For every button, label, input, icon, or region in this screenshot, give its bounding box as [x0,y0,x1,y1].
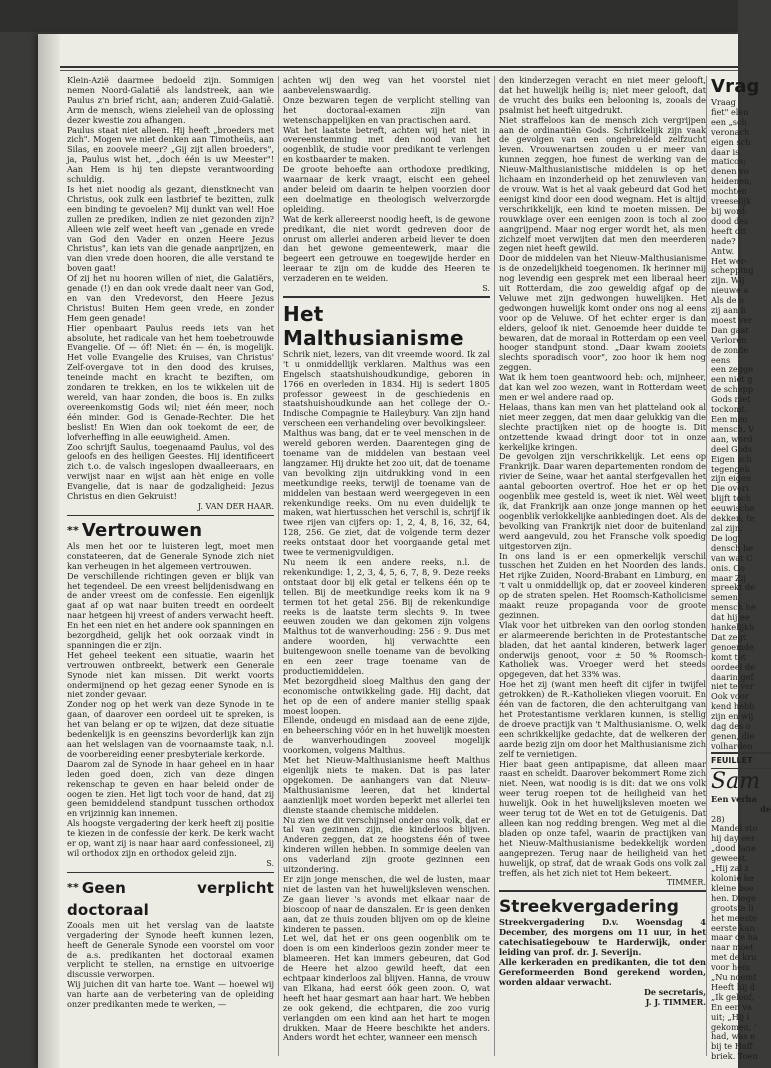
cropped-line: kolonie he [711,872,754,883]
feuilleton-number: 28) [711,813,725,824]
cropped-line: Een men [711,414,748,424]
cropped-line: heidenen, [711,176,752,187]
article-paragraph: den kinderzegen veracht en niet meer gelooft, dat het huwelijk heilig is; niet meer gelooft, dat de vrucht des buiks een belooning is, zooals de psalmist het heeft uitgedrukt. [499,75,706,115]
article-title-malthusianisme: Het Malthusianisme [283,301,464,350]
column-3 [499,76,706,1056]
cropped-line: Dat zegt [711,631,747,642]
cropped-line: kend hebb [711,701,755,712]
cropped-line: zijn en wij [711,711,754,722]
article-paragraph: Als men het oor te luisteren legt, moet men constateeren, dat de Generale Synode zich niet kan verheugen in het algemeen vertrouwen. [67,540,274,571]
section-rule [67,515,274,516]
cropped-line: De log [711,532,738,543]
cropped-line: hen. Diege [711,892,756,903]
cropped-line: onis. Oo [711,562,745,573]
article-paragraph: Door de middelen van het Nieuw-Malthusianisme is de onzedelijkheid toegenomen. Ik herinner mij nog levendig een gesprek met een liberaal heer uit Rotterdam, die zoo geweldig afgaf op de Veluwe met zijn gedwongen huwelijken. Het gedwongen huwelijk komt onder ons nog al eens voor op de Veluwe. Of het echter erger is dan elders, geloof ik niet. Genoemde heer duidde te bewaren, dat de moraal in Rotterdam op een veel hooger standpunt stond. „Daar kwam zooiets slechts sporadisch voor", zoo hoor ik hem nog zeggen. [499,253,706,373]
article-paragraph: Als hoogste vergadering der kerk heeft zij positie te kiezen in de confessie der kerk. De kerk wacht er op, want zij is naar haar aard confessioneel, zij wil orthodox zijn en orthodox geleid zijn. [67,818,274,858]
cropped-line: bij te Haff [711,1041,753,1052]
cropped-line: En een va [711,1001,752,1012]
article-paragraph: Wij juichen dit van harte toe. Want — hoewel wij van harte aan de verbetering van de opleiding onzer predikanten mede te werken, — [67,979,274,1010]
asterisks-icon: ** [67,523,79,537]
article-paragraph: Paulus staat niet alleen. Hij heeft „broeders met zich". Mogen we niet denken aan Timotheüs, aan Silas, en zoovele meer? „Gij zijt allen broeders", ja, Paulus wist het, „doch één is uw Meester"! Aan Hem is hij ten diepste verantwoording schuldig. [67,124,274,185]
article-paragraph: Ellende, ondeugd en misdaad aan de eene zijde, en beheersching vóór en in het huwelijk moesten de wanverhoudingen zooveel mogelijk voorkomen, volgens Malthus. [283,715,490,756]
section-rule [67,872,274,873]
cropped-line: daarin gef [711,671,754,682]
cropped-line: zijn eigen [711,473,752,484]
section-rule [499,890,706,892]
article-paragraph: In ons land is er een opmerkelijk verschil tusschen het Zuiden en het Noorden des lands. Het rijke Zuiden, Noord-Brabant en Limburg, en 't valt u onmiddellijk op, dat er zooveel kinderen op de straten spelen. Het Roomsch-Katholicisme maakt reuze propaganda voor de groote gezinnen. [499,550,706,620]
cropped-line: denen vo [711,166,749,177]
article-paragraph: Hoe het zij (want men heeft dit cijfer in twijfel getrokken) de R.-Katholieken vliegen vooruit. En één van de factoren, die den achteruitgang van het Protestantisme verklaren kunnen, is stellig de droeve practijk van 't Malthusianisme. O, welk een schrikkelijke gedachte, dat de welkeren der aarde bezig zijn om door het Malthusianisme zich zelf te vernietigen. [499,679,707,759]
cropped-line: Dan gaat [711,324,749,335]
article-paragraph: Wat ik hem toen geantwoord heb: och, mijnheer, dat kan wel zoo wezen, want in Rotterdam weet men er wel andere raad op. [499,372,706,402]
asterisks-icon: ** [67,880,79,894]
cropped-line: semen [711,592,738,603]
article-paragraph: Onze bezwaren tegen de verplicht stelling van het doctoraal-examen zijn van wetenschappelijken en van practischen aard. [283,94,490,125]
cropped-text-lines [711,824,771,1062]
article-paragraph: Zooals men uit het verslag van de laatste vergadering der Synode heeft kunnen lezen, heeft de Generale Synode een voorstel om voor de a.s. predikanten het doctoraal examen verplicht te stellen, na ernstige en uitvoerige discussie verworpen. [67,919,274,980]
cropped-line: een zegge [711,364,754,375]
cropped-line: fiet" elen [711,106,749,117]
cropped-line: zal zijn. [711,522,743,533]
page-fold-shadow [38,34,60,1068]
cropped-line: met de kru [711,952,757,963]
cropped-line: dag des o [711,721,751,732]
cropped-line: „Ik geloof, [711,991,754,1002]
cropped-text-lines [711,98,771,752]
article-paragraph: Er zijn jonge menschen, die wel de lusten, maar niet de lasten van het huwelijksleven wenschen. Ze gaan liever 's avonds met elkaar naar de bioscoop of naar de danszalen. Er is geen denken aan, dat ze thuis zouden blijven om op de kleine kinderen te passen. [283,873,490,934]
cropped-line: veronach [711,126,750,137]
cropped-line: eens [711,354,731,365]
cropped-line: tegengeh [711,463,750,474]
cropped-line: Eigen sch [711,453,752,464]
article-paragraph: Zonder nog op het werk van deze Synode in te gaan, of daarover een oordeel uit te spreken, is het van belang er op te wijzen, dat deze situatie bedenkelijk is en geenszins bevorderlijk kan zijn aan het welslagen van de voornaamste taak, n.l. de voorbereiding eener presbyteriale kerkorde. [67,699,274,759]
cropped-line: gekomen, ' [711,1021,757,1032]
cropped-line: genen, die [711,731,755,741]
cropped-line: grootste li [711,902,754,913]
article-paragraph: De gevolgen zijn verschrikkelijk. Let eens op Frankrijk. Daar waren departementen rondom de rivier de Seine, waar het aantal sterfgevallen het aantal geboorten overtrof. Hoe het er op het oogenblik mee gesteld is, weet ik niet. Wèl weet ik, dat Frankrijk aan onze jonge mannen op het oogenblik verlokkelijke aanbiedingen doet. Als de bevolking van Frankrijk niet door de buitenland werd aangevuld, zou het Fransche volk spoedig uitgestorven zijn. [499,451,706,551]
scan-background [0,0,738,32]
author-signature: J. VAN DER HAAR. [197,501,274,511]
cropped-line: „Nu noemt [711,972,757,983]
cropped-line: mensch. V [711,423,755,434]
cropped-line: Gods niet [711,394,751,405]
feuilleton-header: FEUILLET [711,752,771,769]
cropped-line: schepping [711,265,754,276]
column-divider [494,76,495,1056]
cropped-line: aan, word [711,433,753,444]
article-paragraph: Hier openbaart Paulus reeds iets van het absolute, het radicale van het hem toebetrouwde Evangelie. Of — óf! Niet: én — én, is mogelijk. Het volle Evangelie des Kruises, van Christus' Zelf-overgave tot in den dood des kruises, teneinde macht en kracht te beziften, om zondaren te trekken, en los te wikkelen uit de wereld, van haar zonden, die boos is. En zulks overeenkomstig Gods wil; niet één meer, noch één minder. God is Genade-Rechter. Die het beslist! En Wien dan ook toekomt de eer, de lofverheffing in alle eeuwigheid. Amen. [67,322,274,442]
article-paragraph: achten wij den weg van het voorstel niet aanbevelenswaardig. [283,75,490,95]
cropped-line: hankelijkh [711,622,755,633]
article-paragraph: Hier baat geen antipapisme, dat alleen maar raast en scheldt. Daarover bekommert Rome zich niet. Neen, wat noodig is is dit: dat we ons volk weer terug roepen tot de heiligheid van het huwelijk. Ook in het huwelijksleven moeten we weer terug tot de Wet en tot de Getuigenis. Dat alleen kan nog redding brengen. Weg met al die bladen op onze tafel, waarin de practijken van het Nieuw-Malthusianisme bedekkelijk worden aangeprezen. Terug naar de heiligheid van het huwelijk, op straf, dat de wraak Gods ons volk zal treffen, als het zich niet tot Hem bekeert. [499,758,706,878]
cropped-line: „Hij zal z [711,863,749,874]
author-signature: S. [266,858,274,868]
article-paragraph: Let wel, dat het er ons geen oogenblik om te doen is om een kinderloos gezin zonder meer te blameeren. Het kan immers gebeuren, dat God de Heere het alzoo gewild heeft, dat een echtpaar kinderloos zal blijven. Hanna, de vrouw van Elkana, had eerst óók geen zoon. O, wat heeft het haar gesmart aan haar hart. We hebben ze ook gekend, die echtparen, die zoo vurig verlangden om een kind aan het hart te mogen drukken. Maar de Heere beschikte het anders. Anders wordt het echter, wanneer een mensch [283,933,490,1043]
cropped-line: mochten [711,186,747,197]
article-paragraph: Nu neem ik een andere reeks, n.l. de rekenkundige: 1, 2, 3, 4, 5, 6, 7, 8, 9. Deze reeks ontstaat door bij elk getal er telkens één op te tellen. Bij de meetkundige reeks kom ik na 9 termen tot het getal 256. Bij de rekenkundige reeks is de laatste term slechts 9. In twee eeuwen zouden we dan gekomen zijn volgens Malthus tot de wanverhouding: 256 : 9. Dus met andere woorden, hij verwachtte een buitengewoon snelle toename van de bevolking en een zeer trage toename van de productiemiddelen. [283,556,490,676]
cropped-line: maar Zij [711,572,746,583]
cropped-line: eeuwische [711,503,755,514]
cropped-line: naar moet [711,942,754,953]
cropped-line: Verloren [711,334,747,345]
notice-paragraph: Alle kerkeraden en predikanten, die tot den Gereformeerden Bond gerekend worden, worden aldaar verwacht. [499,956,706,987]
article-paragraph: Daarom zal de Synode in haar geheel en in haar leden goed doen, zich van deze dingen rekenschap te geven en haar beleid onder de oogen te zien. Het ligt toch voor de hand, dat zij geen bemiddelend standpunt tusschen orthodox en vrijzinnig kan innemen. [67,758,274,819]
column-divider [706,76,707,1056]
cropped-line: had, was e [711,1031,756,1042]
cropped-line: voor hem [711,962,750,973]
column-2 [283,76,490,1056]
cropped-line: hij day eer [711,833,755,844]
cropped-line: Als de o [711,295,744,306]
article-paragraph: Zoo schrijft Saulus, toegenaamd Paulus, vol des geloofs en des heiligen Geestes. Hij identificeert zich t.o. de valsch ingeslopen dwaalleeraars, en verwijst naar en wijst aan hèt enige en volle Evangelie, dat is naar de godzaligheid: Jezus Christus en dien Gekruist! [67,441,274,502]
cropped-line: maticos; [711,156,747,167]
cropped-line: moest ver [711,314,753,325]
cropped-line: geweest. [711,853,748,864]
cropped-line: Mandel sto [711,823,758,834]
author-signature: TIMMER. [666,878,706,888]
cropped-line: Die overi [711,483,749,494]
top-rule [60,66,738,68]
article-paragraph: Malthus was bang, dat er te veel menschen in de wereld geboren werden. Daarentegen ging de toename van de middelen van bestaan veel langzamer. Hij drukte het zoo uit, dat de toename van bevolking zijn uitdrukking vond in een meetkundige reeks, terwijl de toename van de middelen van bestaan werd weergegeven in een rekenkundige reeks. Om nu even duidelijk te maken, wat hiertusschen het verschil is, schrijf ik twee rijen van cijfers op: 1, 2, 4, 8, 16, 32, 64, 128, 256. Ge ziet, dat de volgende term dezer reeks ontstaat door het voorgaande getal met twee te vermenigvuldigen. [283,428,490,558]
cropped-line: dat hij ee [711,612,750,623]
cropped-line: kleine boe [711,882,754,893]
notice-paragraph: Streekvergadering D.v. Woensdag 4 December, des morgens om 11 uur, in het catechisatiegebouw te Harderwijk, onder leiding van prof. dr. J. Severijn. [499,917,706,958]
cropped-line: tockomt. [711,404,748,415]
cropped-line: Vraag [711,97,736,107]
cropped-line: Ook voor [711,691,749,702]
article-paragraph: Wat het laatste betreft, achten wij het niet in overeenstemming met den nood van het oogenblik, de studie voor predikant te verlengen en kostbaarder te maken. [283,124,490,165]
cropped-line: de schepp [711,384,754,395]
article-paragraph: Het geheel teekent een situatie, waarin het vertrouwen ontbreekt, betwerk een Generale Synode niet kan missen. Dit werkt voorts ondermijnend op het gezag eener Synode en is niet zonder gevaar. [67,649,274,700]
article-title-vragen: Vrag [711,76,760,97]
article-paragraph: Niet straffeloos kan de mensch zich vergrijpen aan de ordinantiën Gods. Schrikkelijk zijn vaak de gevolgen van een ongebreideld zelfzucht leven. Vrouwenartsen zouden u er meer van kunnen zeggen, hoe funest de werking van de Nieuw-Malthusianistische middelen is op het lichaam en inzonderheid op het zenuwleven van de vrouw. Wat is het al vaak gebeurd dat God het eenigst kind door een dood wegnam. Het is altijd verschrikkelijk, een kind te moeten missen. De rouwklage over een eenigen zoon is toch al zoo aangrijpend. Maar nog erger wordt het, als men zichzelf moet verwijten dat men den meerderen zegen niet heeft gewild. [499,114,706,254]
cropped-line: de zonde [711,344,749,355]
cropped-line: een „sch [711,116,747,127]
column-4-cropped [711,76,771,1062]
cropped-line: een niet g [711,374,753,385]
article-paragraph: De verschillende richtingen geven er blijk van het tegendeel. De een vreest belijdenisdwang en de ander vreest om de confessie. Een eigenlijk gaat af op wat naar buiten treedt en oordeelt naar hetgeen hij vreest of anders verwacht heeft. En het een niet en het andere ook spanningen en bezorgdheid, gelijk het ook oorzaak vindt in spanningen die er zijn. [67,570,274,650]
cropped-line: zij aan h [711,305,746,316]
top-rule-thin [60,70,738,71]
cropped-line: briek. Toen [711,1051,758,1062]
cropped-line: volharden [711,740,753,751]
cropped-line: dood des [711,215,749,226]
cropped-line: het meeste [711,912,757,923]
cropped-line: nieuwe a [711,285,749,296]
cropped-line: „dood lane [711,843,756,854]
cropped-line: van wat C [711,552,753,563]
article-paragraph: De groote behoefte aan orthodoxe prediking, waarnaar de kerk vraagt, eischt een geheel ander beleid om daarin te helpen voorzien door een doelmatige en theologisch welverzorgde opleiding. [283,164,490,214]
article-title-doctoraal: ** Geen verplicht doctoraal [67,878,274,919]
notice-signature-role: De secretaris, [643,986,706,997]
column-1 [67,76,274,1056]
article-paragraph: Schrik niet, lezers, van dit vreemde woord. Ik zal 't u onmiddellijk verklaren. Malthus was een Engelsch staatshuishoudkundige, geboren in 1766 en overleden in 1834. Hij is sedert 1805 professor geweest in de geschiedenis en staatshuishoudkunde aan het college der O.-Indische Compagnie te Haileybury. Van zijn hand verscheen een verhandeling over bevolkingsleer. [283,348,490,429]
cropped-line: bij word- [711,205,748,216]
feuilleton-title: Sam [711,768,761,794]
article-paragraph: Is het niet noodig als gezant, dienstknecht van Christus, ook zulk een lastbrief te bezitten, zulk een binding te gevoelen? Mij dunkt van wel! Hoe zullen ze prediken, indien ze niet gezonden zijn? Alleen wie zelf weet heeft van „genade en vrede van God den Vader en onzen Heere Jezus Christus", kan iets van die genade aanprijzen, en van dien vrede doen hooren, die alle verstand te boven gaat! [67,183,274,274]
cropped-line: densch be [711,542,754,553]
cropped-line: maar de ha [711,932,758,943]
article-paragraph: Met het Nieuw-Malthusianisme heeft Malthus eigenlijk niets te maken. Dat is pas later opgekomen. De aanhangers van dat Nieuw-Malthusianisme leeren, dat het kindertal aanzienlijk moet worden beperkt met allerlei ten dienste staande chemische middelen. [283,755,490,815]
article-paragraph: Klein-Azië daarmee bedoeld zijn. Sommigen nemen Noord-Galatië als landstreek, aan wie Paulus z'n brief richt, aan; anderen Zuid-Galatië. Arm de mensch, wiens zieleheil van de oplossing dezer kwestie zou afhangen. [67,75,274,125]
cropped-line: Het wer- [711,255,748,266]
article-paragraph: Helaas, thans kan men van het platteland ook al niet meer zeggen, dat men daar gelukkig van die slechte practijken niet op de hoogte is. Dit ontzettende kwaad dringt door tot in onze kerkelijke kringen. [499,401,706,452]
cropped-line: vreeselijk [711,196,752,207]
cropped-line: mensch he [711,602,756,613]
cropped-line: uit; „Hij i [711,1011,750,1022]
article-paragraph: Of zij het nu hooren willen of niet, die Galatiërs, genade (!) en dan ook vrede daalt neer van God, en van den Vredevorst, den Heere Jezus Christus! Buiten Hem geen vrede, en zonder Hem geen genade! [67,273,274,323]
feuilleton-subtitle-2: de [760,803,771,814]
cropped-line: Antw. [711,245,735,256]
newspaper-page [38,34,771,1068]
section-rule [283,296,490,298]
cropped-line: blijft toch [711,493,752,504]
cropped-line: dekken, te [711,513,755,524]
cropped-line: nade? [711,235,736,246]
article-paragraph: Nu zien we dit verschijnsel onder ons volk, dat er tal van gezinnen zijn, die kinderloos blijven. Anderen zeggen, dat ze hoogstens één of twee kinderen willen hebben. In sommige deelen van ons vaderland zijn groote gezinnen een uitzondering. [283,814,490,875]
article-title-vertrouwen: ** Vertrouwen [67,519,203,541]
article-paragraph: Vlak voor het uitbreken van den oorlog stonden er alarmeerende berichten in de Protestantsche bladen, dat het aantal kinderen, betwerk lager onderwijs genoot, voor ± 50 % Roomsch-Katholiek was. Vroeger werd het steeds opgegeven, dat het 33% was. [499,619,706,680]
cropped-line: heeft dit [711,225,747,236]
cropped-line: deel Gods [711,443,753,454]
cropped-line: niet te ver [711,681,754,692]
notice-signature-name: J. J. TIMMER. [645,996,706,1007]
cropped-line: spreekt de [711,582,755,593]
cropped-line: zijn. Wij [711,275,745,286]
feuilleton-subtitle: Een verha [711,793,757,804]
article-paragraph: Wat de kerk allereerst noodig heeft, is de gewone predikant, die niet wordt gedreven door de onrust om allerlei anderen arbeid liever te doen dan het gewone gemeentewerk, maar die begeert een getrouwe en toegewijde herder en leeraar te zijn om de kudde des Heeren te verzaderen en te weiden. [283,213,490,284]
cropped-line: oordeel de [711,661,756,672]
column-divider [278,76,279,1056]
cropped-line: eigen sch [711,136,751,147]
cropped-line: daar is [711,146,740,157]
cropped-line: eerste kan [711,922,755,933]
author-signature: S. [482,284,490,294]
notice-title-streekvergadering: Streekvergadering [499,897,679,918]
cropped-line: komt tot [711,651,747,662]
cropped-line: Heeft hij d [711,981,756,992]
cropped-line: genoemde [711,641,754,652]
article-paragraph: Met bezorgdheid sloeg Malthus den gang der economische ontwikkeling gade. Hij dacht, dat het op de een of andere manier stellig spaak moest loopen. [283,675,490,716]
